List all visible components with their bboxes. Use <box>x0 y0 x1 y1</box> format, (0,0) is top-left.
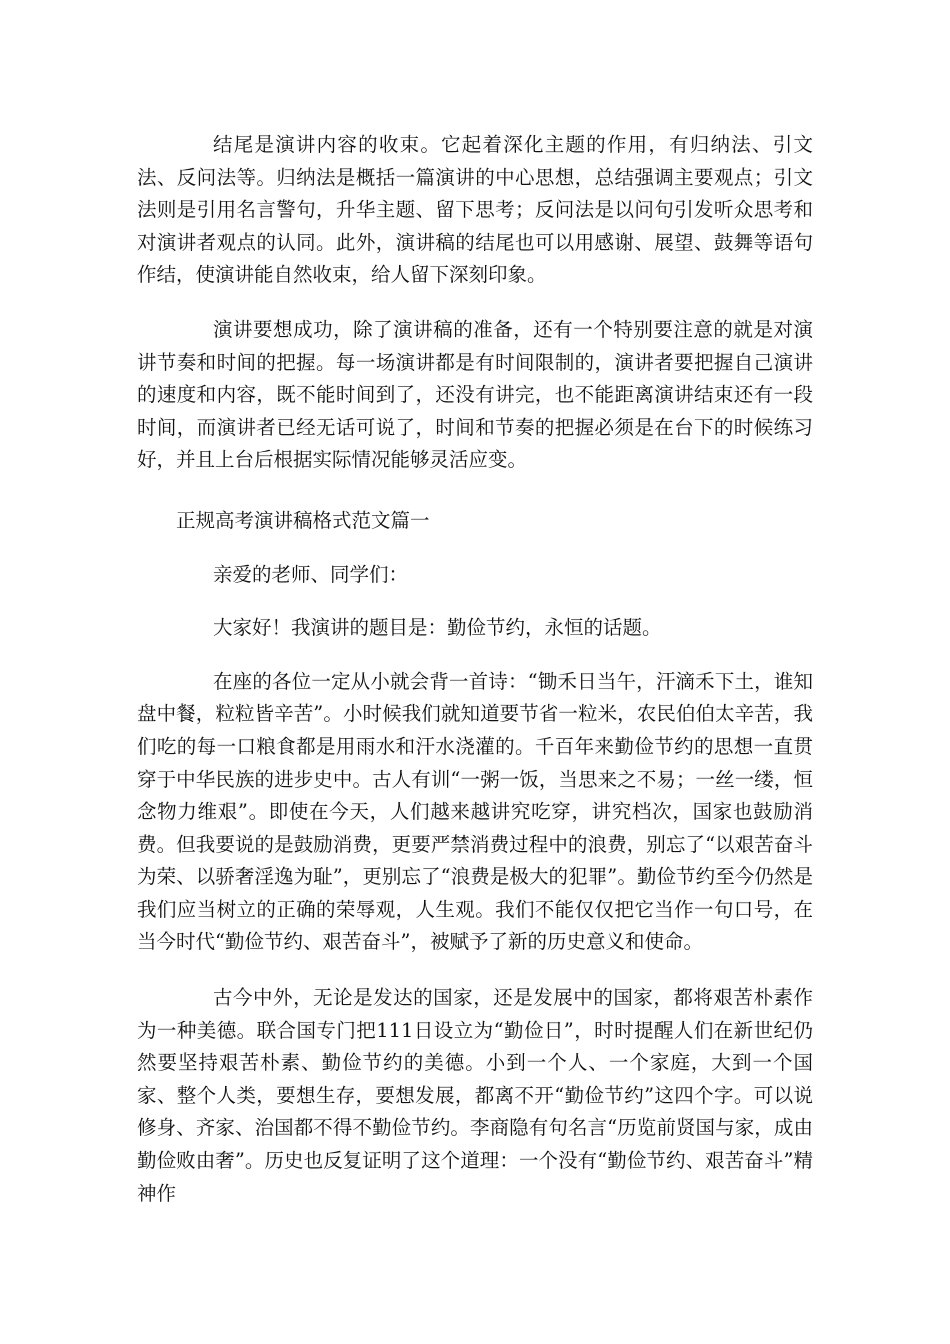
paragraph-conclusion-methods: 结尾是演讲内容的收束。它起着深化主题的作用，有归纳法、引文法、反问法等。归纳法是概括一篇演讲的中心思想，总结强调主要观点；引文法则是引用名言警句，升华主题、留下思考；反问法是以问句引发听众思考和对演讲者观点的认同。此外，演讲稿的结尾也可以用感谢、展望、鼓舞等语句作结，使演讲能自然收束，给人留下深刻印象。 <box>137 133 813 287</box>
salutation: 亲爱的老师、同学们： <box>213 562 409 586</box>
paragraph-timing-rhythm: 演讲要想成功，除了演讲稿的准备，还有一个特别要注意的就是对演讲节奏和时间的把握。每一场演讲都是有时间限制的，演讲者要把握自己演讲的速度和内容，既不能时间到了，还没有讲完，也不能距离演讲结束还有一段时间，而演讲者已经无话可说了，时间和节奏的把握必须是在台下的时候练习好，并且上台后根据实际情况能够灵活应变。 <box>137 317 813 472</box>
section-heading: 正规高考演讲稿格式范文篇一 <box>176 508 430 532</box>
document-body <box>137 129 813 1210</box>
paragraph-virtue-history: 古今中外，无论是发达的国家，还是发展中的国家，都将艰苦朴素作为一种美德。联合国专门把111日设立为“勤俭日”，时时提醒人们在新世纪仍然要坚持艰苦朴素、勤俭节约的美德。小到一个人、一个家庭，大到一个国家、整个人类，要想生存，要想发展，都离不开“勤俭节约”这四个字。可以说修身、齐家、治国都不得不勤俭节约。李商隐有句名言“历览前贤国与家，成由勤俭败由奢”。历史也反复证明了这个道理：一个没有“勤俭节约、艰苦奋斗”精神作 <box>137 986 813 1205</box>
paragraph-poem-frugality: 在座的各位一定从小就会背一首诗：“锄禾日当午，汗滴禾下土，谁知盘中餐，粒粒皆辛苦”。小时候我们就知道要节省一粒米，农民伯伯太辛苦，我们吃的每一口粮食都是用雨水和汗水浇灌的。千百年来勤俭节约的思想一直贯穿于中华民族的进步史中。古人有训“一粥一饭，当思来之不易；一丝一缕，恒念物力维艰”。即使在今天，人们越来越讲究吃穿，讲究档次，国家也鼓励消费。但我要说的是鼓励消费，更要严禁消费过程中的浪费，别忘了“以艰苦奋斗为荣、以骄奢淫逸为耻”，更别忘了“浪费是极大的犯罪”。勤俭节约至今仍然是我们应当树立的正确的荣辱观，人生观。我们不能仅仅把它当作一句口号，在当今时代“勤俭节约、艰苦奋斗”，被赋予了新的历史意义和使命。 <box>137 669 813 954</box>
greeting-topic: 大家好！我演讲的题目是：勤俭节约，永恒的话题。 <box>213 616 662 640</box>
